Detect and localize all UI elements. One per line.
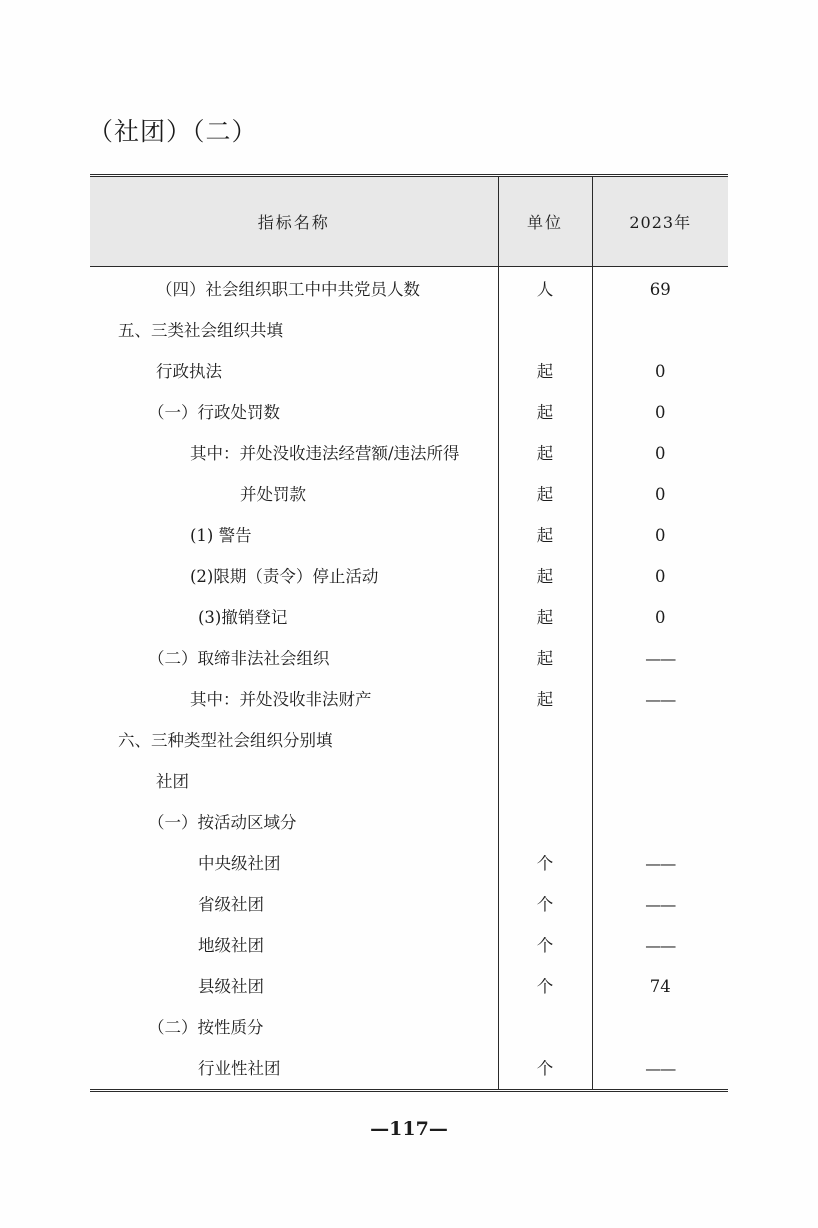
row-unit <box>498 1007 592 1048</box>
column-header-year: 2023年 <box>592 176 728 267</box>
row-value-2023: 0 <box>592 597 728 638</box>
table-row <box>90 679 728 720</box>
table-row <box>90 1007 728 1048</box>
row-unit: 起 <box>498 392 592 433</box>
row-indicator-name: 县级社团 <box>198 977 264 996</box>
table-row <box>90 433 728 474</box>
row-unit: 起 <box>498 597 592 638</box>
row-indicator-name: （二）取缔非法社会组织 <box>148 649 330 668</box>
row-unit: 起 <box>498 679 592 720</box>
row-unit: 起 <box>498 515 592 556</box>
row-value-2023 <box>592 638 728 679</box>
page-number: —117— <box>370 1118 448 1140</box>
row-value-2023 <box>592 802 728 843</box>
table-body <box>90 267 728 1091</box>
row-value-2023: 0 <box>592 556 728 597</box>
row-unit <box>498 802 592 843</box>
row-value-2023 <box>592 679 728 720</box>
no-data-dash: —— <box>645 690 676 709</box>
row-indicator-name: （四）社会组织职工中中共党员人数 <box>156 280 420 299</box>
row-indicator-name: 社团 <box>156 772 189 791</box>
row-unit <box>498 720 592 761</box>
statistics-table-container <box>90 174 728 1092</box>
row-indicator-name: (2)限期（责令）停止活动 <box>190 567 379 586</box>
row-indicator-name: 省级社团 <box>198 895 264 914</box>
row-unit: 起 <box>498 556 592 597</box>
table-row <box>90 761 728 802</box>
no-data-dash: —— <box>645 895 676 914</box>
row-unit <box>498 761 592 802</box>
column-header-indicator-name: 指标名称 <box>90 176 498 267</box>
row-value-2023: 0 <box>592 515 728 556</box>
row-indicator-name: 行政执法 <box>156 362 222 381</box>
table-row <box>90 474 728 515</box>
table-row <box>90 267 728 311</box>
row-value-2023 <box>592 1048 728 1091</box>
table-row <box>90 392 728 433</box>
table-row <box>90 884 728 925</box>
row-indicator-name: （二）按性质分 <box>148 1018 264 1037</box>
row-unit: 个 <box>498 1048 592 1091</box>
table-row <box>90 720 728 761</box>
row-value-2023: 0 <box>592 351 728 392</box>
table-row <box>90 802 728 843</box>
no-data-dash: —— <box>645 936 676 955</box>
row-unit: 起 <box>498 638 592 679</box>
table-row <box>90 966 728 1007</box>
row-unit <box>498 310 592 351</box>
table-row <box>90 310 728 351</box>
no-data-dash: —— <box>645 854 676 873</box>
row-value-2023: 0 <box>592 433 728 474</box>
table-header-row <box>90 176 728 267</box>
row-value-2023: 74 <box>592 966 728 1007</box>
row-unit: 个 <box>498 925 592 966</box>
page-title: （社团）（二） <box>88 117 258 146</box>
no-data-dash: —— <box>645 1059 676 1078</box>
row-indicator-name: 地级社团 <box>198 936 264 955</box>
row-value-2023 <box>592 843 728 884</box>
table-header <box>90 176 728 267</box>
row-unit: 起 <box>498 351 592 392</box>
row-unit: 起 <box>498 433 592 474</box>
table-row <box>90 925 728 966</box>
row-indicator-name: 五、三类社会组织共填 <box>118 321 283 340</box>
row-indicator-name: （一）按活动区域分 <box>148 813 297 832</box>
table-row <box>90 843 728 884</box>
row-unit: 个 <box>498 884 592 925</box>
column-header-unit: 单位 <box>498 176 592 267</box>
row-unit: 起 <box>498 474 592 515</box>
table-row <box>90 515 728 556</box>
row-value-2023 <box>592 1007 728 1048</box>
table-row <box>90 1048 728 1091</box>
row-value-2023: 0 <box>592 392 728 433</box>
row-indicator-name: (1) 警告 <box>190 526 252 545</box>
row-unit: 个 <box>498 966 592 1007</box>
row-indicator-name: 六、三种类型社会组织分别填 <box>118 731 333 750</box>
table-row <box>90 351 728 392</box>
row-indicator-name: (3)撤销登记 <box>198 608 288 627</box>
row-unit: 个 <box>498 843 592 884</box>
table-row <box>90 556 728 597</box>
row-indicator-name: （一）行政处罚数 <box>148 403 280 422</box>
row-indicator-name: 其中：并处没收违法经营额/违法所得 <box>190 444 460 463</box>
row-indicator-name: 并处罚款 <box>240 485 306 504</box>
row-indicator-name: 中央级社团 <box>198 854 281 873</box>
row-indicator-name: 行业性社团 <box>198 1059 281 1078</box>
table-row <box>90 597 728 638</box>
statistics-table <box>90 174 728 1092</box>
row-value-2023 <box>592 884 728 925</box>
row-value-2023 <box>592 925 728 966</box>
row-indicator-name: 其中：并处没收非法财产 <box>190 690 372 709</box>
row-unit: 人 <box>498 267 592 311</box>
row-value-2023: 0 <box>592 474 728 515</box>
row-value-2023 <box>592 761 728 802</box>
table-row <box>90 638 728 679</box>
row-value-2023 <box>592 720 728 761</box>
row-value-2023: 69 <box>592 267 728 311</box>
no-data-dash: —— <box>645 649 676 668</box>
row-value-2023 <box>592 310 728 351</box>
